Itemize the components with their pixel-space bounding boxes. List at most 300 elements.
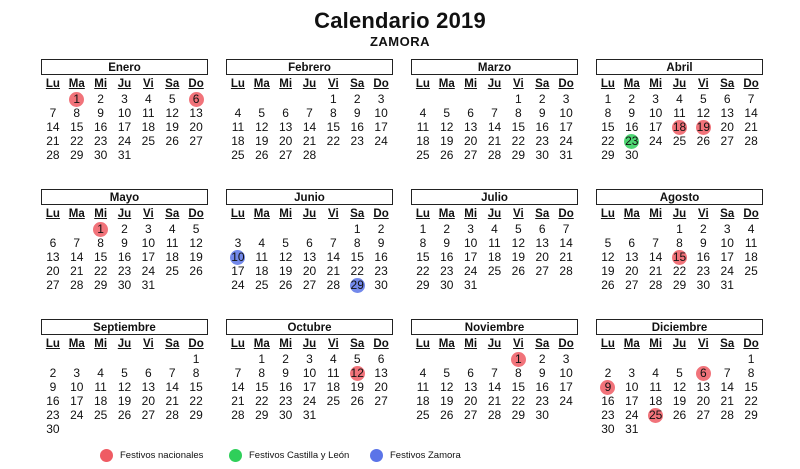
- day-cell: 12: [165, 106, 179, 120]
- day-cell: 31: [141, 278, 156, 292]
- day-cell: 31: [625, 422, 639, 436]
- day-cell: 23: [696, 264, 711, 278]
- weekday-label: Do: [743, 78, 759, 90]
- day-cell: 16: [696, 250, 711, 264]
- day-cell: 6: [467, 366, 474, 380]
- day-cell: 16: [535, 120, 549, 134]
- day-cell: 29: [416, 278, 430, 292]
- day-cell: 8: [73, 106, 81, 120]
- day-cell: 11: [231, 120, 245, 134]
- day-cell: 17: [302, 380, 317, 394]
- day-cell: 20: [720, 120, 734, 134]
- day-cell: 27: [720, 134, 734, 148]
- day-cell: 1: [676, 222, 683, 236]
- day-cell: 19: [440, 394, 454, 408]
- weekday-label: Ma: [623, 78, 640, 90]
- day-cell: 4: [491, 222, 498, 236]
- month-header: Septiembre: [41, 319, 208, 335]
- day-cell: 19: [117, 394, 132, 408]
- day-cell: 25: [416, 408, 430, 422]
- day-cell: 14: [231, 380, 245, 394]
- day-cell: 19: [165, 120, 179, 134]
- empty-cell: [65, 222, 89, 236]
- day-cell: 13: [696, 380, 711, 394]
- day-cell: 23: [535, 134, 549, 148]
- day-cell: 11: [416, 380, 430, 394]
- day-cell: 24: [463, 264, 478, 278]
- day-cell: 2: [282, 352, 289, 366]
- day-cell: 15: [416, 250, 430, 264]
- month-grid: [596, 337, 763, 436]
- day-cell: 5: [604, 236, 612, 250]
- day-cell: 31: [559, 148, 573, 162]
- weekday-label: Do: [188, 78, 204, 90]
- day-cell: 13: [302, 250, 317, 264]
- empty-cell: [41, 222, 65, 236]
- day-cell: 2: [97, 92, 104, 106]
- day-cell: 13: [278, 120, 293, 134]
- day-cell: 23: [93, 134, 108, 148]
- weekday-label: Ju: [302, 338, 317, 350]
- day-cell: 25: [93, 408, 108, 422]
- weekday-label: Vi: [143, 78, 154, 90]
- day-cell: 22: [416, 264, 430, 278]
- day-cell: 14: [165, 380, 179, 394]
- weekday-label: Do: [743, 208, 759, 220]
- holiday-day: 6: [691, 366, 715, 380]
- weekday-label: Lu: [45, 338, 60, 350]
- weekday-label: Mi: [94, 338, 108, 350]
- day-cell: 13: [720, 106, 734, 120]
- empty-cell: [483, 92, 507, 106]
- day-cell: 12: [117, 380, 132, 394]
- empty-cell: [620, 352, 644, 366]
- empty-cell: [65, 352, 89, 366]
- day-cell: 14: [46, 120, 60, 134]
- day-cell: 15: [511, 120, 526, 134]
- empty-cell: [298, 222, 322, 236]
- day-cell: 7: [306, 106, 313, 120]
- day-cell: 15: [350, 250, 364, 264]
- day-cell: 4: [419, 106, 427, 120]
- month-abril: [596, 59, 763, 174]
- month-diciembre: [596, 319, 763, 434]
- day-cell: 2: [538, 92, 546, 106]
- weekday-label: Ma: [438, 78, 455, 90]
- day-cell: 16: [625, 120, 639, 134]
- legend-item-national: [100, 449, 203, 462]
- month-agosto: [596, 189, 763, 304]
- day-cell: 8: [747, 366, 755, 380]
- weekday-label: Mi: [464, 338, 478, 350]
- day-cell: 24: [559, 394, 573, 408]
- empty-cell: [620, 222, 644, 236]
- day-cell: 28: [487, 148, 502, 162]
- day-cell: 28: [231, 408, 245, 422]
- day-cell: 24: [625, 408, 639, 422]
- weekday-label: Lu: [230, 338, 245, 350]
- day-cell: 25: [416, 148, 430, 162]
- calendar-title: Calendario 2019: [314, 8, 486, 33]
- day-cell: 22: [326, 134, 341, 148]
- day-cell: 4: [747, 222, 755, 236]
- weekday-label: Sa: [720, 338, 735, 350]
- day-cell: 20: [535, 250, 549, 264]
- day-cell: 26: [440, 148, 454, 162]
- day-cell: 13: [46, 250, 60, 264]
- weekday-label: Do: [558, 338, 574, 350]
- day-cell: 11: [255, 250, 268, 264]
- month-julio: [411, 189, 578, 304]
- day-cell: 18: [255, 264, 269, 278]
- legend: [0, 449, 800, 463]
- day-cell: 23: [117, 264, 132, 278]
- weekday-label: Ma: [623, 338, 640, 350]
- day-cell: 1: [192, 352, 200, 366]
- day-cell: 3: [145, 222, 152, 236]
- green-dot-icon: [229, 449, 242, 462]
- day-cell: 27: [46, 278, 60, 292]
- day-cell: 6: [49, 236, 57, 250]
- weekday-label: Lu: [600, 208, 615, 220]
- day-cell: 13: [535, 236, 549, 250]
- day-cell: 19: [255, 134, 269, 148]
- day-cell: 15: [189, 380, 203, 394]
- weekday-label: Sa: [720, 208, 735, 220]
- day-cell: 11: [142, 106, 155, 120]
- day-cell: 13: [141, 380, 156, 394]
- day-cell: 6: [723, 92, 731, 106]
- day-cell: 4: [652, 366, 659, 380]
- weekday-label: Mi: [464, 78, 478, 90]
- weekday-label: Do: [188, 208, 204, 220]
- day-cell: 31: [720, 278, 734, 292]
- weekday-label: Sa: [535, 208, 550, 220]
- day-cell: 22: [70, 134, 84, 148]
- day-cell: 29: [255, 408, 269, 422]
- weekday-label: Do: [373, 208, 389, 220]
- weekday-label: Vi: [513, 338, 524, 350]
- day-cell: 7: [723, 366, 731, 380]
- day-cell: 17: [720, 250, 734, 264]
- day-cell: 30: [625, 148, 639, 162]
- day-cell: 10: [625, 380, 639, 394]
- month-grid: [411, 77, 578, 162]
- empty-cell: [459, 92, 483, 106]
- day-cell: 3: [628, 366, 636, 380]
- month-grid: [411, 207, 578, 292]
- day-cell: 25: [141, 134, 156, 148]
- day-cell: 7: [330, 236, 337, 250]
- day-cell: 18: [416, 394, 430, 408]
- month-grid: [226, 337, 393, 422]
- day-cell: 1: [330, 92, 337, 106]
- day-cell: 4: [330, 352, 337, 366]
- day-cell: 16: [117, 250, 132, 264]
- month-grid: [411, 337, 578, 422]
- day-cell: 2: [377, 222, 385, 236]
- weekday-label: Do: [373, 78, 389, 90]
- month-marzo: [411, 59, 578, 174]
- empty-cell: [321, 222, 345, 236]
- day-cell: 27: [189, 134, 203, 148]
- empty-cell: [459, 352, 483, 366]
- day-cell: 15: [601, 120, 615, 134]
- day-cell: 22: [511, 134, 526, 148]
- day-cell: 5: [121, 366, 128, 380]
- day-cell: 28: [559, 264, 573, 278]
- weekday-label: Sa: [350, 208, 365, 220]
- day-cell: 8: [258, 366, 266, 380]
- day-cell: 18: [141, 120, 156, 134]
- calendar-subtitle: ZAMORA: [369, 34, 431, 49]
- day-cell: 17: [463, 250, 478, 264]
- weekday-label: Vi: [513, 208, 524, 220]
- day-cell: 25: [487, 264, 502, 278]
- day-cell: 14: [720, 380, 734, 394]
- weekday-label: Ju: [117, 78, 132, 90]
- day-cell: 7: [562, 222, 570, 236]
- day-cell: 26: [511, 264, 526, 278]
- weekday-label: Ju: [487, 78, 502, 90]
- day-cell: 10: [70, 380, 84, 394]
- day-cell: 5: [700, 92, 707, 106]
- day-cell: 16: [440, 250, 454, 264]
- day-cell: 23: [440, 264, 454, 278]
- day-cell: 25: [231, 148, 245, 162]
- day-cell: 12: [440, 120, 454, 134]
- holiday-day: 6: [184, 92, 208, 106]
- day-cell: 10: [559, 366, 573, 380]
- month-header: Marzo: [411, 59, 578, 75]
- empty-cell: [160, 352, 184, 366]
- weekday-label: Sa: [165, 338, 180, 350]
- empty-cell: [411, 352, 435, 366]
- month-junio: [226, 189, 393, 304]
- month-header: Febrero: [226, 59, 393, 75]
- day-cell: 6: [306, 236, 313, 250]
- day-cell: 12: [278, 250, 293, 264]
- day-cell: 26: [189, 264, 203, 278]
- empty-cell: [644, 352, 668, 366]
- day-cell: 27: [302, 278, 317, 292]
- day-cell: 7: [73, 236, 81, 250]
- day-cell: 11: [673, 106, 686, 120]
- day-cell: 9: [538, 366, 546, 380]
- day-cell: 18: [231, 134, 245, 148]
- day-cell: 5: [192, 222, 200, 236]
- day-cell: 27: [625, 278, 639, 292]
- day-cell: 12: [440, 380, 454, 394]
- month-grid: [596, 207, 763, 292]
- day-cell: 22: [255, 394, 269, 408]
- day-cell: 21: [487, 394, 502, 408]
- day-cell: 8: [97, 236, 104, 250]
- day-cell: 9: [700, 236, 707, 250]
- day-cell: 22: [744, 394, 758, 408]
- day-cell: 8: [419, 236, 427, 250]
- weekday-label: Sa: [165, 208, 180, 220]
- day-cell: 6: [282, 106, 289, 120]
- day-cell: 2: [121, 222, 128, 236]
- day-cell: 5: [282, 236, 289, 250]
- weekday-label: Mi: [649, 338, 663, 350]
- day-cell: 19: [440, 134, 454, 148]
- day-cell: 12: [511, 236, 526, 250]
- day-cell: 15: [511, 380, 526, 394]
- weekday-label: Lu: [415, 338, 430, 350]
- day-cell: 20: [374, 380, 388, 394]
- month-febrero: [226, 59, 393, 174]
- day-cell: 24: [70, 408, 84, 422]
- day-cell: 3: [234, 236, 242, 250]
- day-cell: 11: [165, 236, 179, 250]
- day-cell: 28: [487, 408, 502, 422]
- day-cell: 26: [440, 408, 454, 422]
- weekday-label: Ju: [302, 208, 317, 220]
- day-cell: 4: [168, 222, 176, 236]
- day-cell: 10: [648, 106, 663, 120]
- day-cell: 7: [49, 106, 57, 120]
- day-cell: 1: [419, 222, 427, 236]
- holiday-day: 10: [226, 250, 250, 264]
- day-cell: 3: [306, 352, 313, 366]
- day-cell: 21: [559, 250, 573, 264]
- holiday-day: 19: [691, 120, 715, 134]
- empty-cell: [691, 352, 715, 366]
- day-cell: 20: [625, 264, 639, 278]
- day-cell: 3: [562, 352, 570, 366]
- day-cell: 12: [672, 380, 687, 394]
- legend-label: Festivos nacionales: [120, 450, 204, 461]
- weekday-label: Ma: [253, 338, 270, 350]
- day-cell: 16: [374, 250, 388, 264]
- day-cell: 10: [302, 366, 317, 380]
- legend-label: Festivos Zamora: [390, 450, 461, 461]
- day-cell: 21: [487, 134, 502, 148]
- day-cell: 17: [374, 120, 388, 134]
- blue-dot-icon: [370, 449, 383, 462]
- weekday-label: Mi: [94, 208, 108, 220]
- day-cell: 9: [443, 236, 451, 250]
- day-cell: 6: [377, 352, 385, 366]
- day-cell: 4: [676, 92, 683, 106]
- day-cell: 29: [93, 278, 108, 292]
- day-cell: 24: [374, 134, 388, 148]
- day-cell: 16: [601, 394, 615, 408]
- day-cell: 9: [121, 236, 128, 250]
- weekday-label: Lu: [600, 338, 615, 350]
- day-cell: 2: [443, 222, 451, 236]
- day-cell: 29: [511, 408, 526, 422]
- day-cell: 10: [141, 236, 156, 250]
- day-cell: 30: [46, 422, 60, 436]
- day-cell: 18: [326, 380, 341, 394]
- day-cell: 30: [374, 278, 388, 292]
- day-cell: 23: [278, 394, 293, 408]
- empty-cell: [715, 352, 739, 366]
- weekday-label: Ma: [68, 338, 85, 350]
- day-cell: 20: [278, 134, 293, 148]
- holiday-day: 15: [668, 250, 692, 264]
- day-cell: 7: [491, 106, 498, 120]
- day-cell: 18: [416, 134, 430, 148]
- day-cell: 9: [97, 106, 104, 120]
- day-cell: 9: [282, 366, 289, 380]
- empty-cell: [596, 222, 620, 236]
- day-cell: 19: [350, 380, 364, 394]
- day-cell: 21: [46, 134, 60, 148]
- day-cell: 27: [278, 148, 293, 162]
- day-cell: 25: [744, 264, 758, 278]
- day-cell: 5: [443, 366, 451, 380]
- day-cell: 29: [189, 408, 203, 422]
- red-dot-icon: [100, 449, 113, 462]
- day-cell: 17: [117, 120, 132, 134]
- weekday-label: Lu: [45, 208, 60, 220]
- weekday-label: Vi: [698, 208, 709, 220]
- holiday-day: 18: [668, 120, 692, 134]
- day-cell: 9: [353, 106, 361, 120]
- day-cell: 19: [511, 250, 526, 264]
- day-cell: 26: [278, 278, 293, 292]
- legend-item-zamora: [370, 449, 461, 462]
- day-cell: 18: [744, 250, 758, 264]
- weekday-label: Mi: [649, 78, 663, 90]
- day-cell: 28: [302, 148, 317, 162]
- day-cell: 20: [463, 394, 478, 408]
- day-cell: 17: [559, 120, 573, 134]
- month-header: Octubre: [226, 319, 393, 335]
- day-cell: 23: [46, 408, 60, 422]
- day-cell: 14: [302, 120, 317, 134]
- day-cell: 21: [326, 264, 341, 278]
- day-cell: 4: [145, 92, 152, 106]
- empty-cell: [435, 352, 459, 366]
- day-cell: 1: [515, 92, 522, 106]
- day-cell: 21: [648, 264, 663, 278]
- month-header: Diciembre: [596, 319, 763, 335]
- weekday-label: Sa: [350, 338, 365, 350]
- day-cell: 14: [648, 250, 663, 264]
- day-cell: 5: [258, 106, 266, 120]
- day-cell: 17: [231, 264, 245, 278]
- holiday-day: 9: [596, 380, 620, 394]
- weekday-label: Do: [558, 208, 574, 220]
- holiday-day: 1: [506, 352, 530, 366]
- weekday-label: Vi: [143, 338, 154, 350]
- day-cell: 2: [700, 222, 707, 236]
- day-cell: 16: [278, 380, 293, 394]
- day-cell: 26: [696, 134, 711, 148]
- day-cell: 21: [302, 134, 317, 148]
- day-cell: 3: [467, 222, 474, 236]
- day-cell: 28: [744, 134, 758, 148]
- day-cell: 24: [648, 134, 663, 148]
- empty-cell: [596, 352, 620, 366]
- day-cell: 25: [326, 394, 341, 408]
- day-cell: 30: [117, 278, 132, 292]
- day-cell: 9: [628, 106, 636, 120]
- day-cell: 9: [377, 236, 385, 250]
- day-cell: 8: [192, 366, 200, 380]
- month-noviembre: [411, 319, 578, 434]
- day-cell: 6: [538, 222, 546, 236]
- day-cell: 7: [168, 366, 176, 380]
- weekday-label: Ju: [672, 78, 687, 90]
- day-cell: 16: [93, 120, 108, 134]
- day-cell: 25: [255, 278, 269, 292]
